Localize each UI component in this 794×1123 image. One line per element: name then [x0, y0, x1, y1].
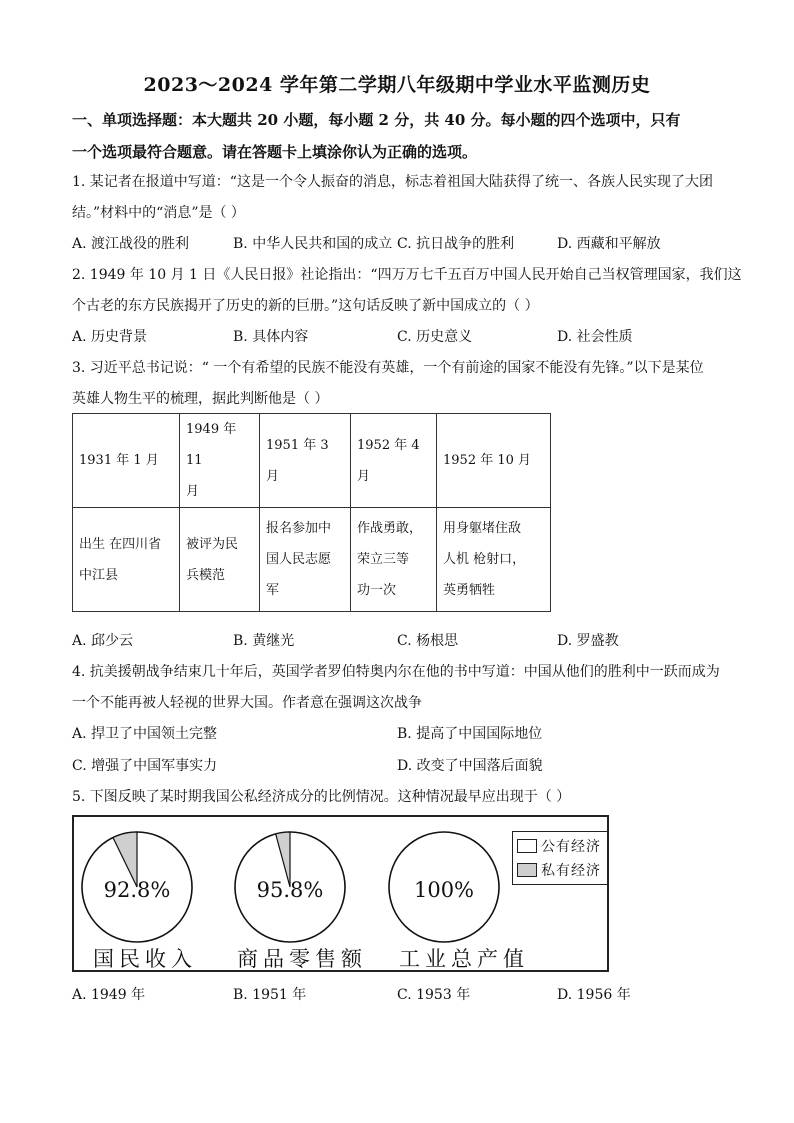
q2-option-c: C. 历史意义 — [397, 329, 473, 345]
q3-option-c: C. 杨根思 — [397, 633, 459, 649]
table-row-dates — [73, 414, 551, 508]
legend-label-private: 私有经济 — [541, 863, 601, 879]
q1-stem-line-1: 1. 某记者在报道中写道：“这是一个令人振奋的消息，标志着祖国大陆获得了统一、各族人民实现了大团 — [72, 174, 713, 190]
table-cell-event: 作战勇敢， 荣立三等 功一次 — [351, 508, 437, 612]
q4-stem-line-1: 4. 抗美援朝战争结束几十年后，英国学者罗伯特奥内尔在他的书中写道：中国从他们的胜利中一跃而成为 — [72, 664, 720, 680]
q4-option-b: B. 提高了中国国际地位 — [397, 726, 543, 742]
table-cell-event: 被评为民 兵模范 — [180, 508, 260, 612]
q3-stem-line-2: 英雄人物生平的梳理，据此判断他是（ ） — [72, 391, 329, 407]
q2-option-d: D. 社会性质 — [557, 329, 633, 345]
table-cell-event: 用身躯堵住敌 人机 枪射口， 英勇牺牲 — [437, 508, 551, 612]
section-line-2: 一个选项最符合题意。请在答题卡上填涂你认为正确的选项。 — [72, 143, 478, 161]
q2-option-b: B. 具体内容 — [233, 329, 309, 345]
legend-swatch-private — [517, 863, 537, 877]
table-cell-event: 出生 在四川省 中江县 — [73, 508, 180, 612]
q5-option-a: A. 1949 年 — [72, 987, 146, 1003]
q5-option-d: D. 1956 年 — [557, 987, 631, 1003]
q3-option-a: A. 邱少云 — [72, 633, 134, 649]
page-title: 2023～2024 学年第二学期八年级期中学业水平监测历史 — [143, 74, 651, 96]
table-cell-date: 1952 年 4 月 — [351, 414, 437, 508]
chart-legend — [512, 831, 608, 885]
q2-option-a: A. 历史背景 — [72, 329, 148, 345]
table-cell-date: 1951 年 3 月 — [260, 414, 351, 508]
q5-option-c: C. 1953 年 — [397, 987, 471, 1003]
q3-option-d: D. 罗盛教 — [557, 633, 619, 649]
q1-option-b: B. 中华人民共和国的成立 — [233, 236, 393, 252]
legend-item-public — [517, 836, 601, 856]
table-cell-date: 1952 年 10 月 — [437, 414, 551, 508]
pie-percent-label-3: 100% — [413, 878, 475, 902]
q3-stem-line-1: 3. 习近平总书记说：“ 一个有希望的民族不能没有英雄，一个有前途的国家不能没有先锋。”以下是某位 — [72, 360, 704, 376]
legend-swatch-public — [517, 839, 537, 853]
q4-option-c: C. 增强了中国军事实力 — [72, 758, 218, 774]
q3-option-b: B. 黄继光 — [233, 633, 295, 649]
table-cell-date: 1931 年 1 月 — [73, 414, 180, 508]
q4-stem-line-2: 一个不能再被人轻视的世界大国。作者意在强调这次战争 — [72, 695, 422, 711]
q4-option-a: A. 捍卫了中国领土完整 — [72, 726, 218, 742]
q1-stem-line-2: 结。”材料中的“消息”是（ ） — [72, 205, 245, 221]
economy-pie-chart — [72, 815, 609, 972]
q2-stem-line-2: 个古老的东方民族揭开了历史的新的巨册。”这句话反映了新中国成立的（ ） — [72, 298, 539, 314]
q1-option-c: C. 抗日战争的胜利 — [397, 236, 515, 252]
pie-category-label-3: 工业总产值 — [399, 947, 529, 971]
legend-item-private — [517, 860, 601, 880]
q4-option-d: D. 改变了中国落后面貌 — [397, 758, 543, 774]
section-instructions — [72, 104, 726, 168]
pie-percent-label-1: 92.8% — [103, 878, 171, 902]
q2-stem-line-1: 2. 1949 年 10 月 1 日《人民日报》社论指出：“四万万七千五百万中国人民开始自己当权管理国家，我们这 — [72, 267, 742, 283]
pie-category-label-1: 国民收入 — [93, 947, 197, 971]
table-cell-date: 1949 年 11 月 — [180, 414, 260, 508]
q1-option-d: D. 西藏和平解放 — [557, 236, 661, 252]
table-cell-event: 报名参加中 国人民志愿 军 — [260, 508, 351, 612]
pie-percent-label-2: 95.8% — [256, 878, 324, 902]
pie-category-label-2: 商品零售额 — [237, 947, 367, 971]
hero-timeline-table — [72, 413, 551, 612]
q5-stem-line-1: 5. 下图反映了某时期我国公私经济成分的比例情况。这种情况最早应出现于（ ） — [72, 789, 571, 805]
q1-option-a: A. 渡江战役的胜利 — [72, 236, 190, 252]
legend-label-public: 公有经济 — [541, 839, 601, 855]
q5-option-b: B. 1951 年 — [233, 987, 307, 1003]
table-row-events — [73, 508, 551, 612]
section-line-1: 一、单项选择题：本大题共 20 小题，每小题 2 分，共 40 分。每小题的四个选项中，只有 — [72, 111, 681, 129]
